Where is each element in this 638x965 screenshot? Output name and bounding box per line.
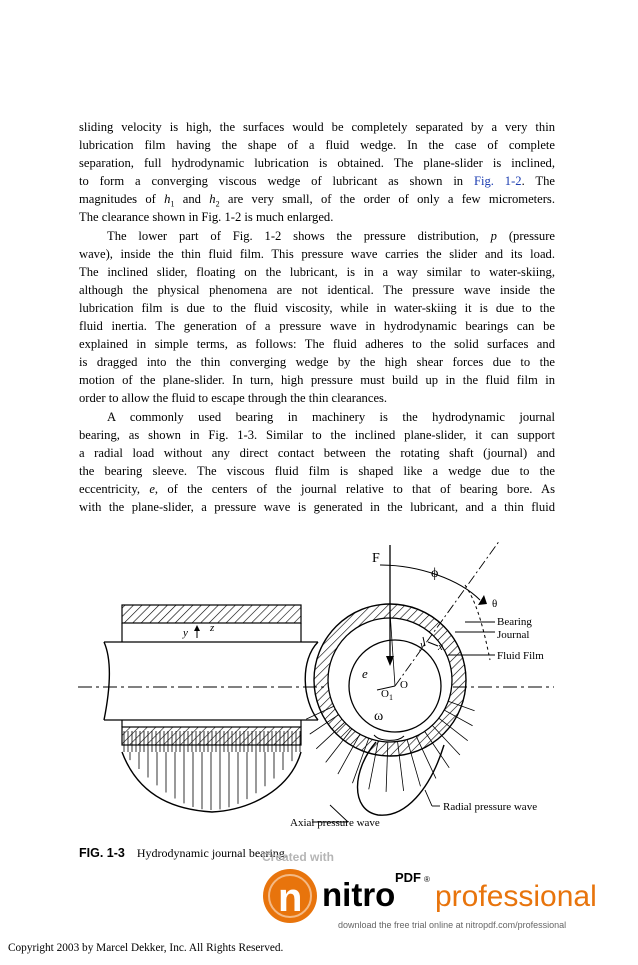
body-text [79, 118, 555, 516]
text-line: order to allow the fluid to escape through the thin clearances. [79, 391, 388, 406]
text-line: fluid inertia. The generation of a pressure wave in hydrodynamic bearings can be [79, 319, 555, 334]
text-line: The inclined slider, floating on the lubricant, is in a way similar to water-skiing, [79, 264, 555, 279]
label-fluid-film: Fluid Film [497, 650, 544, 662]
svg-text:n: n [278, 876, 303, 920]
label-omega: ω [374, 709, 384, 724]
figure-caption [79, 846, 288, 861]
radial-view [290, 540, 544, 829]
nitro-brand: nitro [322, 876, 396, 913]
text-line: bearing, as shown in Fig. 1-3. Similar to the inclined plane-slider, it can support [79, 427, 555, 442]
label-x-right: x [438, 641, 443, 653]
text-line: lubrication film having the shape of a fluid wedge. In the case of complete [79, 138, 555, 153]
nitro-product: professional [435, 880, 597, 913]
label-force: F [372, 551, 380, 566]
nitro-brand-sup: PDF [395, 870, 421, 885]
label-phi: ϕ [431, 566, 439, 581]
text-line: A commonly used bearing in machinery is the hydrodynamic journal [107, 409, 555, 424]
text-line: the bearing sleeve. The viscous fluid film is shaped like a wedge due to the [79, 463, 555, 478]
text-line: eccentricity, e, of the centers of the journal relative to that of bearing bore. As [79, 481, 555, 496]
text-line: to form a converging viscous wedge of lubricant as shown in Fig. 1-2. The [79, 174, 555, 189]
phi-arc [380, 565, 480, 600]
text-line: motion of the plane-slider. In turn, high pressure must build up in the fluid film in [79, 373, 555, 388]
text-line: although the physical phenomena are not identical. The pressure wave inside the [79, 282, 555, 297]
label-z-left: z [210, 622, 215, 634]
text-line: lubrication film is due to the fluid viscosity, while in water-skiing it is due to the [79, 300, 555, 315]
axial-view [78, 605, 554, 812]
label-bearing: Bearing [497, 616, 532, 628]
label-theta: θ [492, 598, 498, 610]
caption-label: FIG. 1-3 [79, 846, 125, 860]
fig-1-2-link[interactable]: Fig. 1-2 [473, 174, 522, 189]
label-o: O [400, 679, 408, 691]
label-e: e [362, 666, 368, 681]
text-line: a radial load without any direct contact between the rotating shaft (journal) and [79, 445, 555, 460]
label-y-right: y [420, 639, 425, 651]
text-line: The lower part of Fig. 1-2 shows the pressure distribution, p (pressure [107, 228, 555, 243]
nitro-brand-registered: ® [424, 875, 430, 884]
watermark-created-with: Created with [262, 850, 335, 864]
label-axial-pressure: Axial pressure wave [290, 817, 380, 829]
shaft-break-lines [104, 642, 318, 720]
journal-bearing-figure [0, 540, 638, 860]
text-line: with the plane-slider, a pressure wave is generated in the lubricant, and a thin fluid [79, 499, 555, 514]
bearing-top-hatched [122, 605, 301, 623]
label-radial-pressure: Radial pressure wave [443, 801, 538, 813]
nitro-watermark [255, 862, 635, 937]
label-journal: Journal [497, 629, 530, 641]
text-line: separation, full hydrodynamic lubrication is obtained. The plane-slider is inclined, [79, 156, 555, 171]
bearing-bottom-hatched [122, 727, 301, 745]
label-o1: $O_1$ [381, 688, 393, 702]
nitro-tagline[interactable]: download the free trial online at nitropdf.com/professional [338, 920, 567, 930]
text-line: magnitudes of $h_1$ and $h_2$ are very small, of the order of only a few micrometers. [79, 192, 555, 209]
text-line: The clearance shown in Fig. 1-2 is much enlarged. [79, 210, 334, 225]
text-line: wave), inside the thin fluid film. This pressure wave carries the slider and its load. [79, 246, 555, 261]
copyright-footer: Copyright 2003 by Marcel Dekker, Inc. All Rights Reserved. [8, 942, 284, 954]
label-y-left: y [183, 627, 188, 639]
caption-text: Hydrodynamic journal bearing. [136, 846, 288, 860]
text-line: sliding velocity is high, the surfaces would be completely separated by a very thin [79, 120, 555, 134]
text-line: explained in simple terms, as follows: The fluid adheres to the solid surfaces and [79, 337, 555, 352]
text-line: is dragged into the thin converging wedge by the high shear forces due to the [79, 355, 555, 370]
